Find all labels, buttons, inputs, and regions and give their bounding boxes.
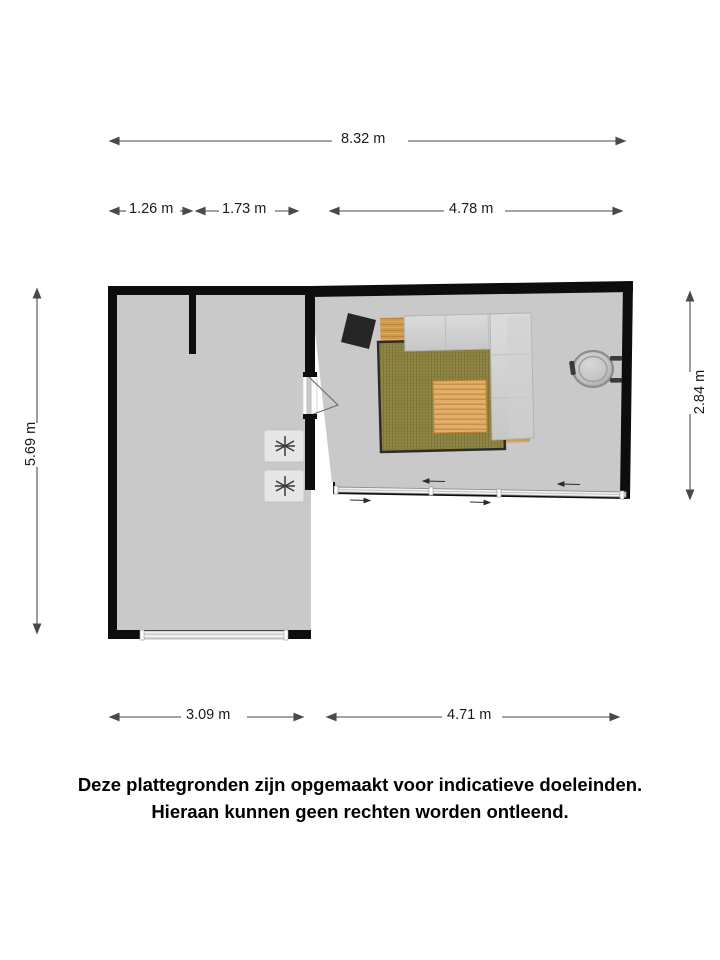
dimension-line-left-overall [33, 289, 40, 633]
dimension-label-right-overall: 2.84 m [692, 369, 709, 415]
furniture-coffee-table [433, 380, 487, 433]
dimension-label-bottom-segment-1: 3.09 m [186, 707, 231, 723]
footer-disclaimer [0, 772, 720, 826]
dimension-line-top-segment-1 [110, 207, 192, 214]
dimension-label-left-overall: 5.69 m [23, 421, 40, 467]
chair-top-right [610, 356, 622, 361]
dimension-line-top-overall [110, 137, 625, 144]
footer-line-2: Hieraan kunnen geen rechten worden ontleend. [151, 800, 569, 822]
chair-bottom-right [610, 378, 622, 383]
dimension-label-top-segment-2: 1.73 m [222, 201, 267, 217]
dimension-line-top-segment-3 [330, 207, 622, 214]
dimension-line-top-segment-2 [196, 207, 298, 214]
dimension-label-top-segment-1: 1.26 m [129, 201, 174, 217]
dimension-label-top-segment-3: 4.78 m [449, 201, 494, 217]
opening-garage-door[interactable] [140, 630, 288, 640]
footer-line-1: Deze plattegronden zijn opgemaakt voor indicatieve doeleinden. [77, 774, 643, 795]
appliance-dryer[interactable] [264, 470, 304, 502]
dimension-line-bottom-segment-1 [110, 713, 303, 720]
dimension-label-top-overall: 8.32 m [341, 131, 386, 147]
threshold-notch [315, 482, 333, 490]
dimension-line-bottom-segment-2 [327, 713, 619, 720]
appliance-washer[interactable] [264, 430, 304, 462]
door-leaf [307, 377, 311, 415]
dimension-label-bottom-segment-2: 4.71 m [447, 707, 492, 723]
dimension-line-right-overall [686, 292, 693, 499]
